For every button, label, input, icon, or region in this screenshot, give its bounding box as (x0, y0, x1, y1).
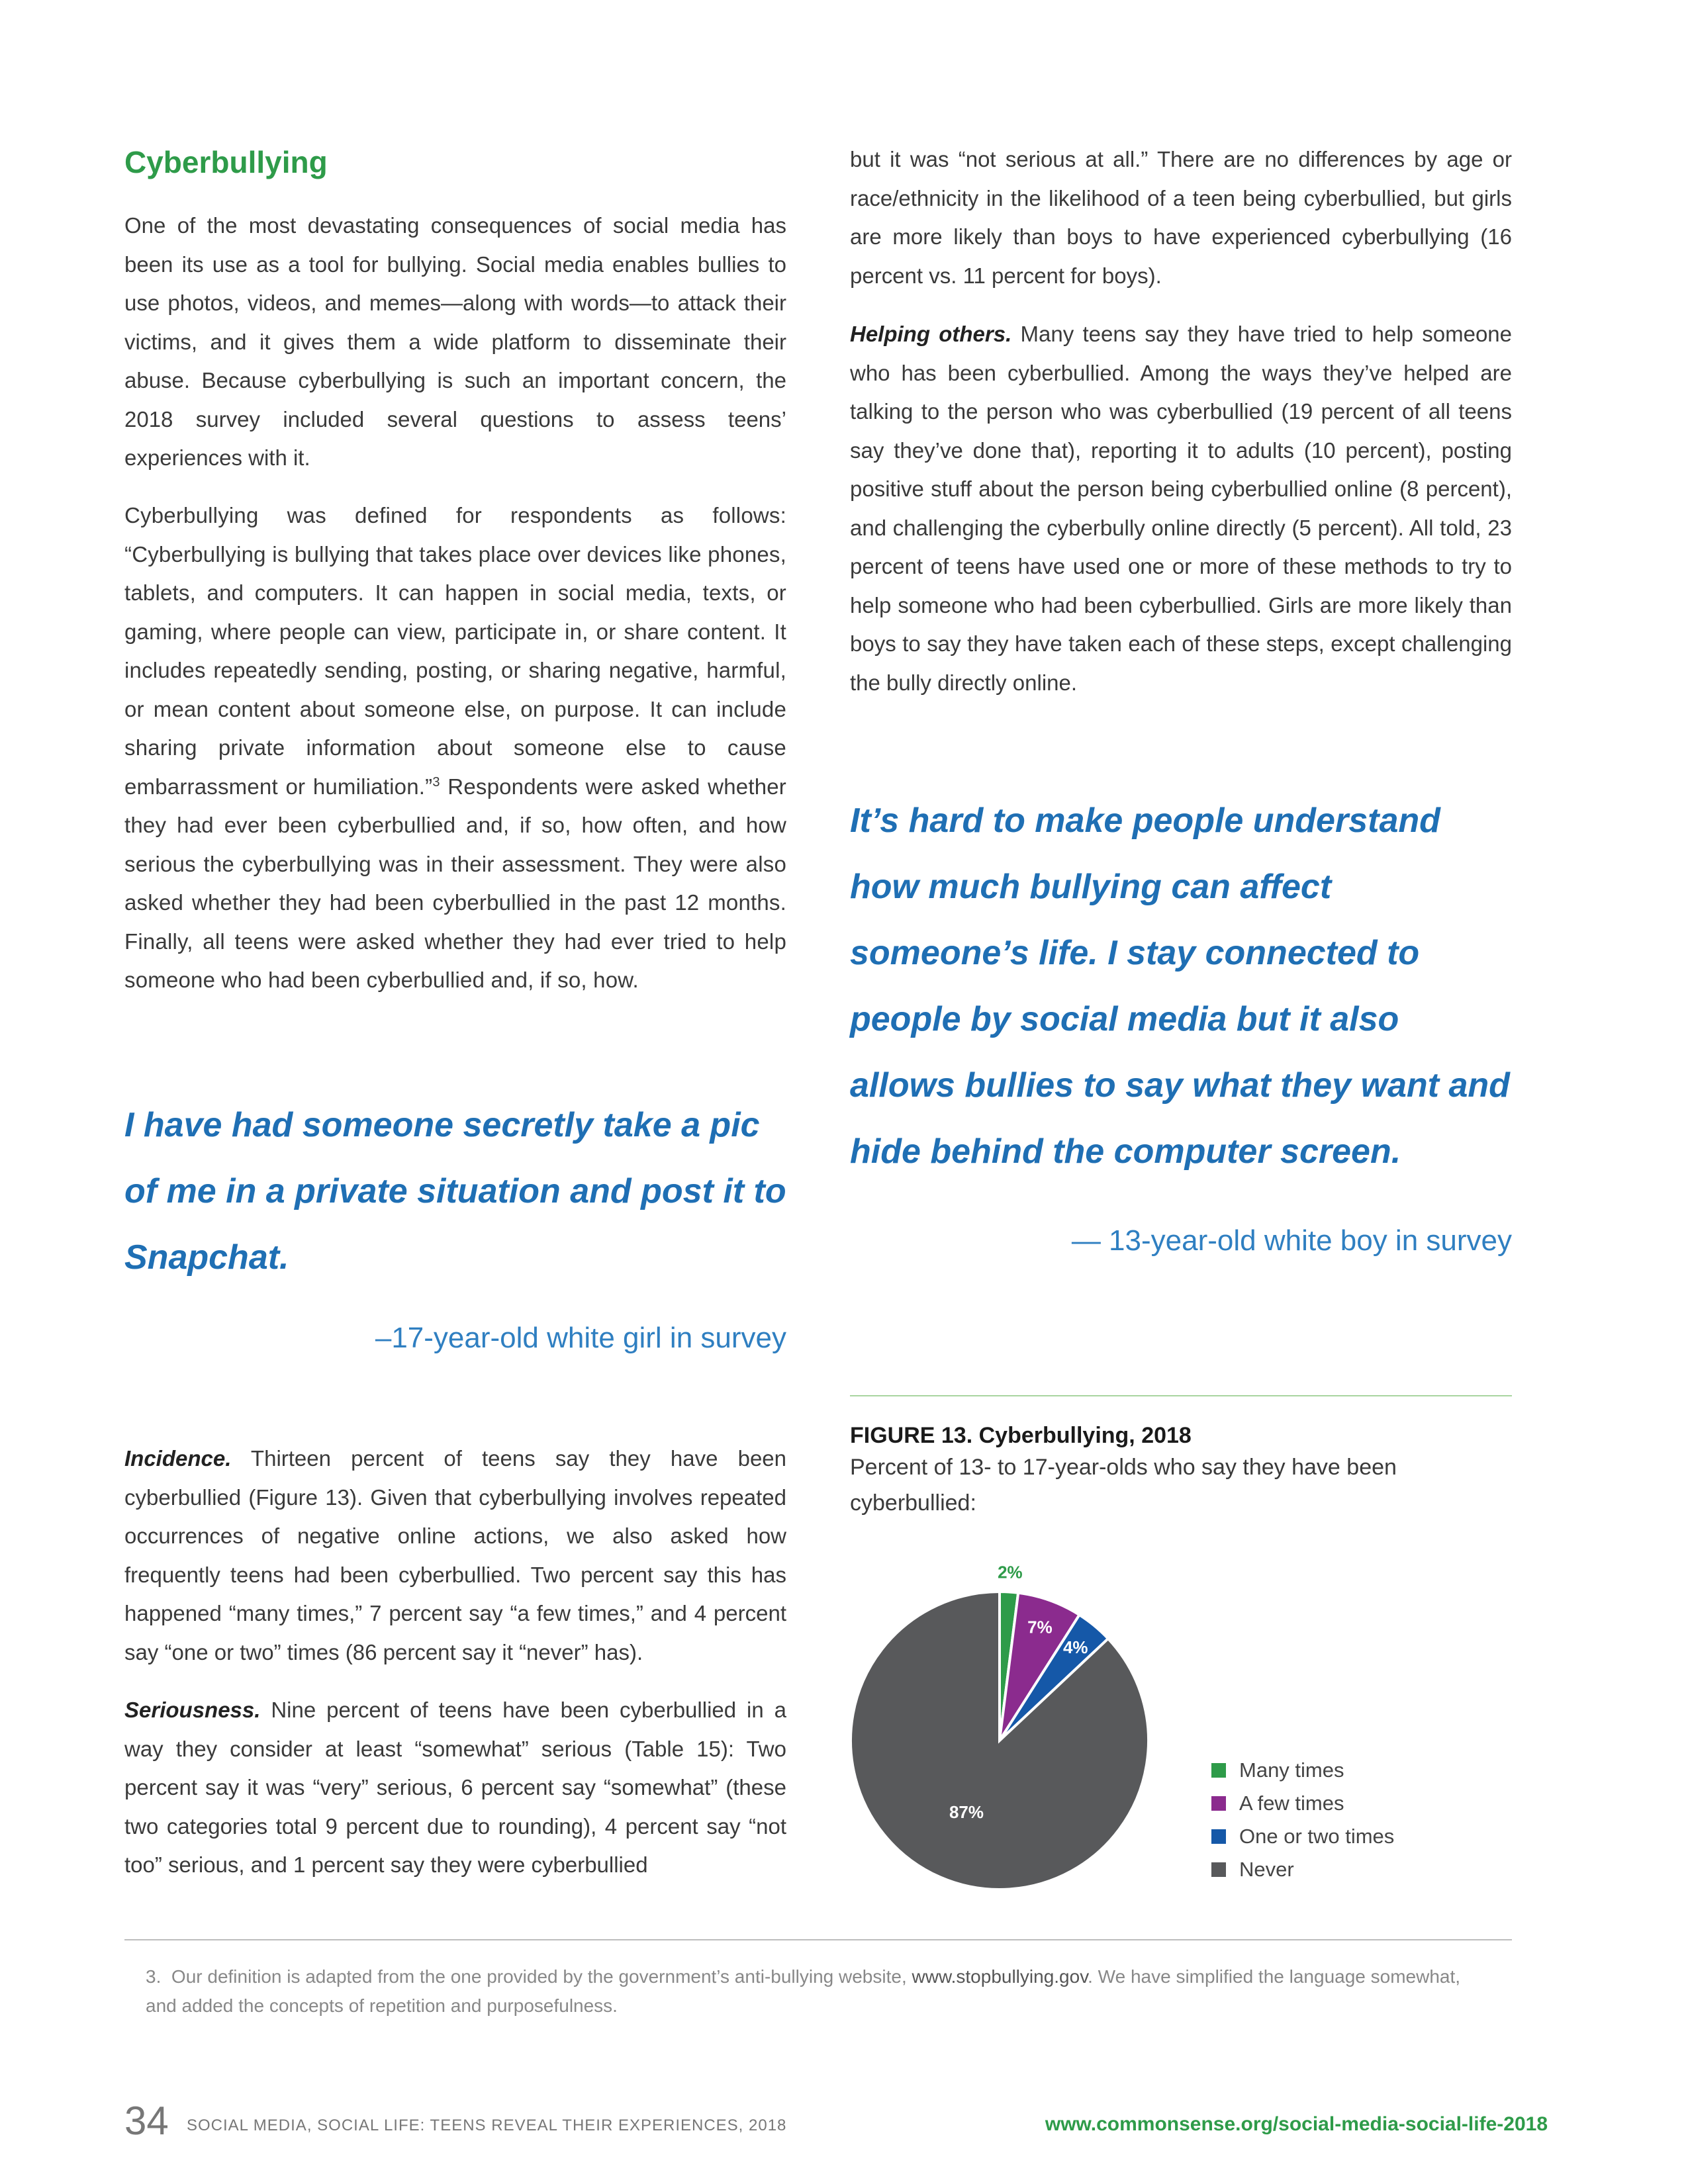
footnote-text-before: Our definition is adapted from the one provided by the government’s anti-bullying website, (171, 1966, 912, 1987)
chart-legend (1211, 1754, 1394, 1886)
footnote-reference: 3 (432, 774, 440, 790)
footer-url[interactable]: www.commonsense.org/social-media-social-life-2018 (1045, 2113, 1548, 2135)
figure-subtitle: Percent of 13- to 17-year-olds who say they have been cyberbullied: (850, 1455, 1397, 1516)
footer-title: SOCIAL MEDIA, SOCIAL LIFE: TEENS REVEAL THEIR EXPERIENCES, 2018 (187, 2116, 787, 2134)
footnote-text-after: . We have simplified the language somewhat, and added the concepts of repetition and purposefulness. (146, 1966, 1461, 2016)
page-number: 34 (124, 2099, 169, 2143)
slice-label-many-times: 2% (998, 1562, 1023, 1582)
legend-swatch (1211, 1862, 1226, 1877)
pull-quote-right-attribution: — 13-year-old white boy in survey (1071, 1224, 1512, 1257)
legend-swatch (1211, 1796, 1226, 1811)
incidence-paragraph (124, 1439, 786, 1672)
legend-item-one-or-two-times (1211, 1820, 1394, 1853)
continuation-paragraph: but it was “not serious at all.” There are no differences by age or race/ethnicity in the likelihood of a teen being cyberbullied, but girls are more likely than boys to have experienced cyberbullying (16 percent vs. 11 percent for boys). (850, 147, 1512, 288)
definition-text: Cyberbullying was defined for respondents as follows: “Cyberbullying is bullying that takes place over devices like phones, tablets, and computers. It can happen in social media, texts, or gaming, where people can view, participate in, or share content. It includes repeatedly sending, posting, or sharing negative, harmful, or mean content about someone else, on purpose. It can include sharing private information about someone else to cause embarrassment or humiliation.” (124, 503, 786, 799)
slice-label-a-few-times: 7% (1027, 1617, 1053, 1637)
legend-swatch (1211, 1829, 1226, 1844)
legend-item-many-times (1211, 1754, 1394, 1787)
legend-item-never (1211, 1853, 1394, 1886)
seriousness-text: Nine percent of teens have been cyberbullied in a way they consider at least “somewhat” serious (Table 15): Two percent say it was “very” serious, 6 percent say “somewhat” (these two categories total 9 percent due to rounding), 4 percent say “not too” serious, and 1 percent say they were cyberbullied (124, 1698, 786, 1877)
seriousness-lead: Seriousness. (124, 1698, 261, 1722)
section-heading: Cyberbullying (124, 145, 328, 179)
pull-quote-left-attribution: –17-year-old white girl in survey (375, 1322, 786, 1354)
helping-text: Many teens say they have tried to help someone who has been cyberbullied. Among the ways they’ve helped are talking to the person who was cyberbullied (19 percent of all teens say they’ve done that), reporting it to adults (10 percent), posting positive stuff about the person being cyberbullied online (8 percent), and challenging the cyberbully online directly (5 percent). All told, 23 percent of teens have used one or more of these methods to try to help someone who had been cyberbullied. Girls are more likely than boys to say they have taken each of these steps, except challenging the bully directly online. (850, 322, 1512, 695)
footnote-link[interactable]: www.stopbullying.gov (912, 1966, 1088, 1987)
incidence-lead: Incidence. (124, 1446, 232, 1471)
legend-label: Many times (1239, 1758, 1344, 1782)
definition-paragraph (124, 496, 786, 1000)
footnote (146, 1962, 1470, 2021)
footnote-number: 3. (146, 1966, 162, 1987)
seriousness-paragraph (124, 1691, 786, 1885)
survey-questions-text: Respondents were asked whether they had ever been cyberbullied and, if so, how often, and how serious the cyberbullying was in their assessment. They were also asked whether they had been cyberbullied in the past 12 months. Finally, all teens were asked whether they had ever tried to help someone who had been cyberbullied and, if so, how. (124, 774, 786, 992)
figure-title: FIGURE 13. Cyberbullying, 2018 (850, 1423, 1192, 1448)
helping-lead: Helping others. (850, 322, 1012, 346)
legend-label: A few times (1239, 1792, 1344, 1815)
pull-quote-left: I have had someone secretly take a pic of me in a private situation and post it to Snapchat. (124, 1106, 786, 1277)
footnote-divider (124, 1939, 1512, 1940)
legend-swatch (1211, 1763, 1226, 1778)
legend-label: One or two times (1239, 1825, 1395, 1848)
pie-chart (841, 1542, 1172, 1899)
figure-divider (850, 1395, 1512, 1396)
slice-label-never: 87% (949, 1801, 984, 1822)
intro-paragraph: One of the most devastating consequences of social media has been its use as a tool for bullying. Social media enables bullies to use photos, videos, and memes—along with words—to attack their victims, and it gives them a wide platform to disseminate their abuse. Because cyberbullying is such an important concern, the 2018 survey included several questions to assess teens’ experiences with it. (124, 213, 786, 470)
helping-paragraph (850, 315, 1512, 702)
slice-label-one-or-two-times: 4% (1062, 1637, 1088, 1658)
legend-label: Never (1239, 1858, 1294, 1881)
legend-item-a-few-times (1211, 1787, 1394, 1820)
incidence-text: Thirteen percent of teens say they have been cyberbullied (Figure 13). Given that cyberbullying involves repeated occurrences of negative online actions, we also asked how frequently teens had been cyberbullied. Two percent say this has happened “many times,” 7 percent say “a few times,” and 4 percent say “one or two” times (86 percent say it “never” has). (124, 1446, 786, 1664)
pull-quote-right: It’s hard to make people understand how much bullying can affect someone’s life. I stay connected to people by social media but it also allows bullies to say what they want and hide behind the computer screen. (850, 801, 1510, 1171)
